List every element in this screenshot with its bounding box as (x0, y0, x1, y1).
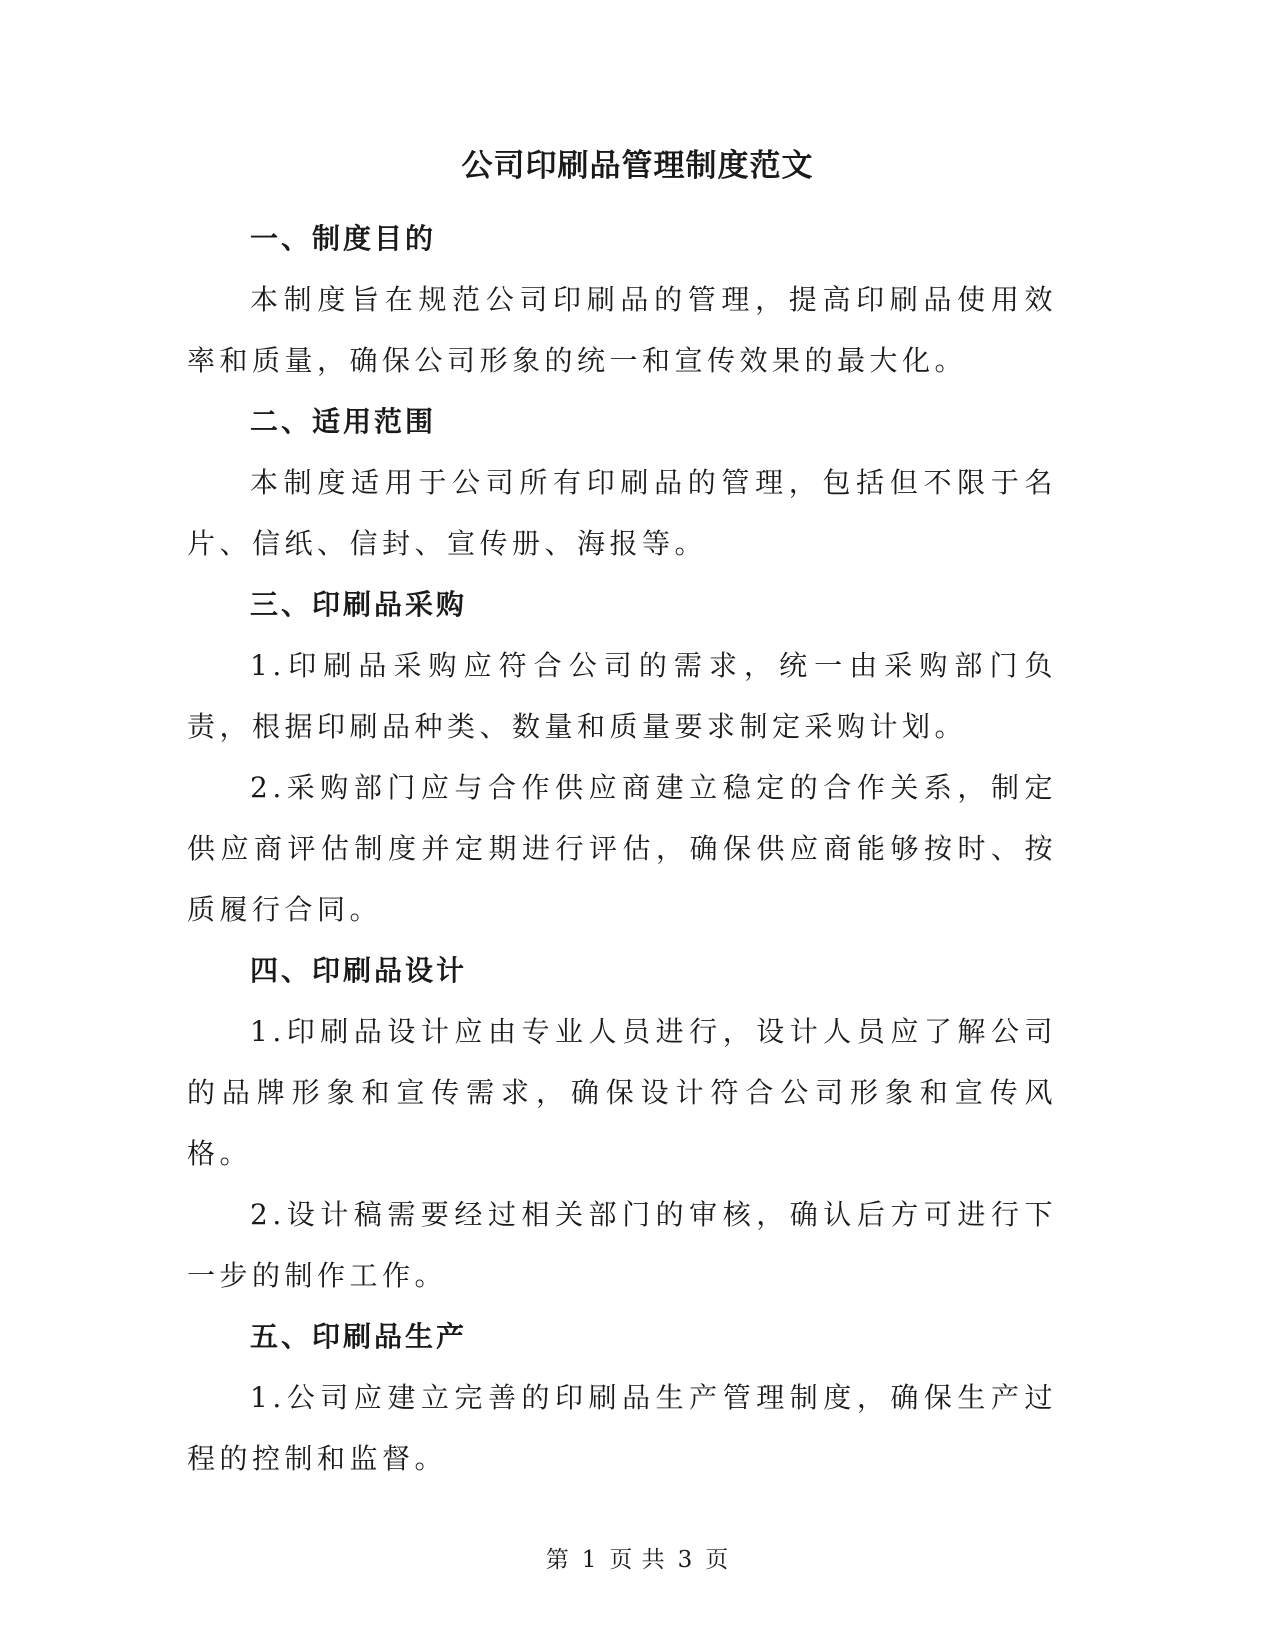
footer-suffix: 页 (705, 1547, 730, 1573)
footer-prefix: 第 (545, 1547, 570, 1573)
section-heading-procurement: 三、印刷品采购 (250, 588, 468, 621)
document-body (187, 208, 1057, 1489)
paragraph-production-1: 1.公司应建立完善的印刷品生产管理制度，确保生产过程的控制和监督。 (187, 1381, 1057, 1475)
paragraph-procurement-2: 2.采购部门应与合作供应商建立稳定的合作关系，制定供应商评估制度并定期进行评估，确保供应商能够按时、按质履行合同。 (187, 771, 1057, 926)
footer-total-pages: 3 (677, 1547, 694, 1573)
paragraph-design-1: 1.印刷品设计应由专业人员进行，设计人员应了解公司的品牌形象和宣传需求，确保设计符合公司形象和宣传风格。 (187, 1015, 1057, 1170)
section-heading-design: 四、印刷品设计 (250, 954, 468, 987)
section-heading-scope: 二、适用范围 (250, 405, 437, 438)
page-footer (0, 1545, 1275, 1575)
paragraph-design-2: 2.设计稿需要经过相关部门的审核，确认后方可进行下一步的制作工作。 (187, 1198, 1057, 1292)
paragraph-procurement-1: 1.印刷品采购应符合公司的需求，统一由采购部门负责，根据印刷品种类、数量和质量要求制定采购计划。 (187, 649, 1057, 743)
footer-mid: 页 共 (609, 1547, 666, 1573)
footer-page-number: 1 (581, 1547, 598, 1573)
document-title: 公司印刷品管理制度范文 (461, 148, 814, 184)
section-heading-purpose: 一、制度目的 (250, 222, 437, 255)
paragraph-purpose: 本制度旨在规范公司印刷品的管理，提高印刷品使用效率和质量，确保公司形象的统一和宣传效果的最大化。 (187, 283, 1057, 377)
section-heading-production: 五、印刷品生产 (250, 1320, 468, 1353)
paragraph-scope: 本制度适用于公司所有印刷品的管理，包括但不限于名片、信纸、信封、宣传册、海报等。 (187, 466, 1057, 560)
